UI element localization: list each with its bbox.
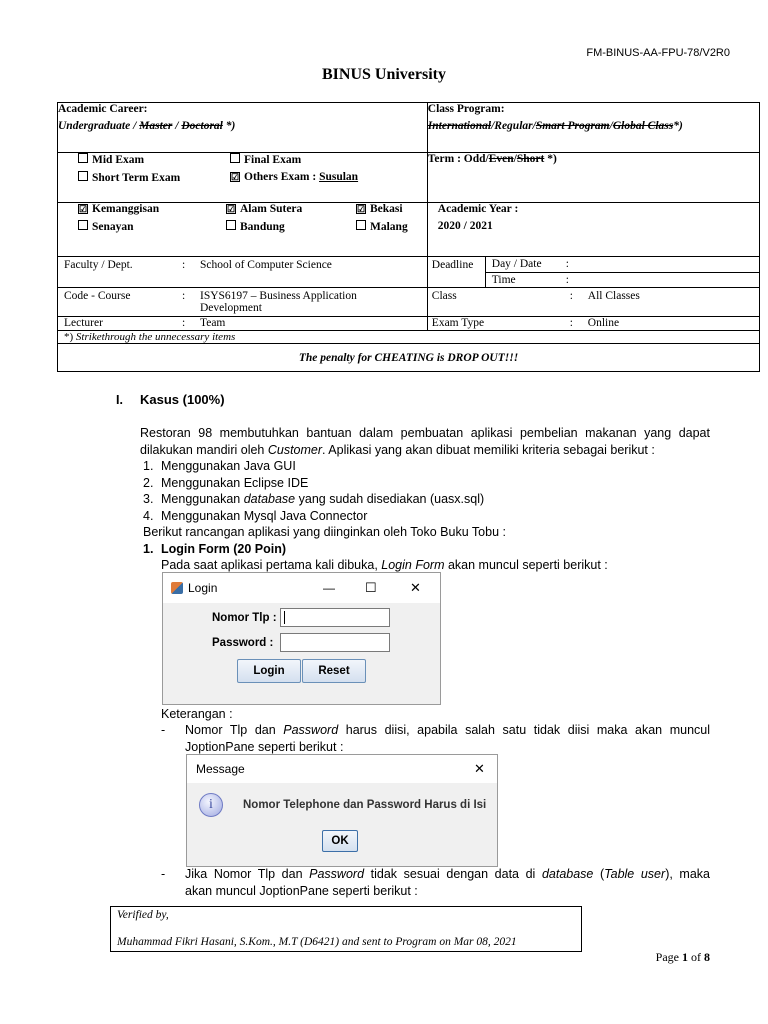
password-label: Password : — [212, 637, 274, 649]
page-number: Page 1 of 8 — [655, 950, 710, 964]
maximize-button[interactable]: ☐ — [365, 580, 377, 595]
academic-year-label: Academic Year : — [437, 203, 519, 215]
exam-type-cell — [58, 153, 428, 203]
bullet-dash: - — [161, 723, 166, 737]
info-icon: i — [199, 793, 223, 817]
penalty-notice: The penalty for CHEATING is DROP OUT!!! — [58, 344, 760, 372]
bullet-2-text: Jika Nomor Tlp dan Password tidak sesuai dengan data di database (Table user), maka akan muncul JoptionPane seperti berikut : — [185, 867, 710, 898]
list-item: 4. Menggunakan Mysql Java Connector — [143, 508, 368, 523]
login-form-description: Pada saat aplikasi pertama kali dibuka, Login Form akan muncul seperti berikut : — [161, 558, 608, 572]
academic-career-cell — [58, 103, 428, 153]
academic-year-value: 2020 / 2021 — [437, 220, 493, 232]
verifier-text: Muhammad Fikri Hasani, S.Kom., M.T (D6421) and sent to Program on Mar 08, 2021 — [117, 936, 517, 948]
document-code: FM-BINUS-AA-FPU-78/V2R0 — [586, 47, 730, 59]
list-item: 1. Menggunakan Java GUI — [143, 459, 296, 473]
message-dialog-title: Message — [196, 762, 245, 776]
others-exam-option: ☑ Others Exam : Susulan — [231, 171, 359, 183]
academic-year-cell — [427, 203, 759, 257]
list-item: 3. Menggunakan database yang sudah disediakan (uasx.sql) — [143, 492, 485, 507]
class-program-label: Class Program: — [427, 103, 505, 115]
strikethrough-note: *) Strikethrough the unnecessary items — [58, 331, 760, 344]
term-cell: Term : Odd/Even/Short *) — [427, 153, 759, 203]
section-number: I. — [116, 393, 123, 407]
login-window — [162, 572, 441, 705]
bullet-1-text: Nomor Tlp dan Password harus diisi, apabila salah satu tidak diisi maka akan muncul JoptionPane seperti berikut : — [185, 723, 711, 754]
campus-senayan: Senayan — [78, 220, 226, 233]
intro-paragraph: Restoran 98 membutuhkan bantuan dalam pembuatan aplikasi pembelian makanan yang dapat dilakukan mandiri oleh Customer. Aplikasi yang akan dibuat memiliki kriteria sebagai berikut : — [140, 426, 710, 457]
message-close-button[interactable]: ✕ — [474, 761, 485, 776]
academic-career-label: Academic Career: — [58, 103, 148, 115]
faculty-cell: Faculty / Dept. : School of Computer Science — [58, 257, 428, 288]
code-course-cell: Code - Course : ISYS6197 – Business Application Development — [58, 288, 428, 317]
verified-by-label: Verified by, — [117, 909, 169, 921]
academic-career-values: Undergraduate / Master / Doctoral *) — [58, 120, 236, 132]
class-program-values: International/Regular/Smart Program/Global Class*) — [427, 120, 683, 132]
criteria-list — [143, 458, 506, 558]
short-term-exam-option: Short Term Exam — [78, 171, 230, 184]
reset-button[interactable]: Reset — [302, 659, 366, 683]
exam-type-online-cell: Exam Type : Online — [427, 317, 759, 331]
verification-box — [110, 906, 582, 952]
rancangan-text: Berikut rancangan aplikasi yang diinginkan oleh Toko Buku Tobu : — [143, 525, 506, 540]
keterangan-label: Keterangan : — [161, 707, 233, 721]
campus-cell — [58, 203, 428, 257]
campus-bekasi: ☑ Bekasi — [357, 203, 403, 215]
final-exam-option: Final Exam — [230, 153, 301, 166]
message-title-bar — [187, 755, 497, 783]
class-program-cell — [427, 103, 759, 153]
login-form-heading: 1. Login Form (20 Poin) — [143, 541, 286, 556]
bullet-dash-2: - — [161, 867, 166, 881]
minimize-button[interactable]: — — [323, 581, 335, 595]
close-button[interactable]: ✕ — [410, 580, 421, 595]
message-text: Nomor Telephone dan Password Harus di Isi — [243, 799, 487, 811]
ok-button[interactable]: OK — [322, 830, 358, 852]
phone-label: Nomor Tlp : — [212, 612, 277, 624]
login-window-title: Login — [188, 581, 218, 595]
section-title: Kasus (100%) — [140, 392, 225, 407]
java-app-icon — [171, 582, 183, 594]
deadline-value-cell: Day / Date : Time : — [485, 257, 759, 288]
password-input[interactable] — [280, 633, 390, 652]
exam-header-table — [57, 102, 760, 372]
document-title: BINUS University — [321, 66, 446, 83]
campus-bandung: Bandung — [226, 220, 356, 233]
login-title-bar — [163, 573, 440, 603]
class-cell: Class : All Classes — [427, 288, 759, 317]
lecturer-cell: Lecturer : Team — [58, 317, 428, 331]
login-button[interactable]: Login — [237, 659, 301, 683]
campus-malang: Malang — [356, 220, 408, 233]
list-item: 2. Menggunakan Eclipse IDE — [143, 475, 309, 490]
campus-kemanggisan: ☑ Kemanggisan — [79, 203, 160, 215]
deadline-label-cell: Deadline — [427, 257, 485, 288]
phone-input[interactable] — [280, 608, 390, 627]
message-dialog — [186, 754, 498, 867]
mid-exam-option: Mid Exam — [78, 153, 230, 166]
campus-alam-sutera: ☑ Alam Sutera — [227, 203, 303, 215]
